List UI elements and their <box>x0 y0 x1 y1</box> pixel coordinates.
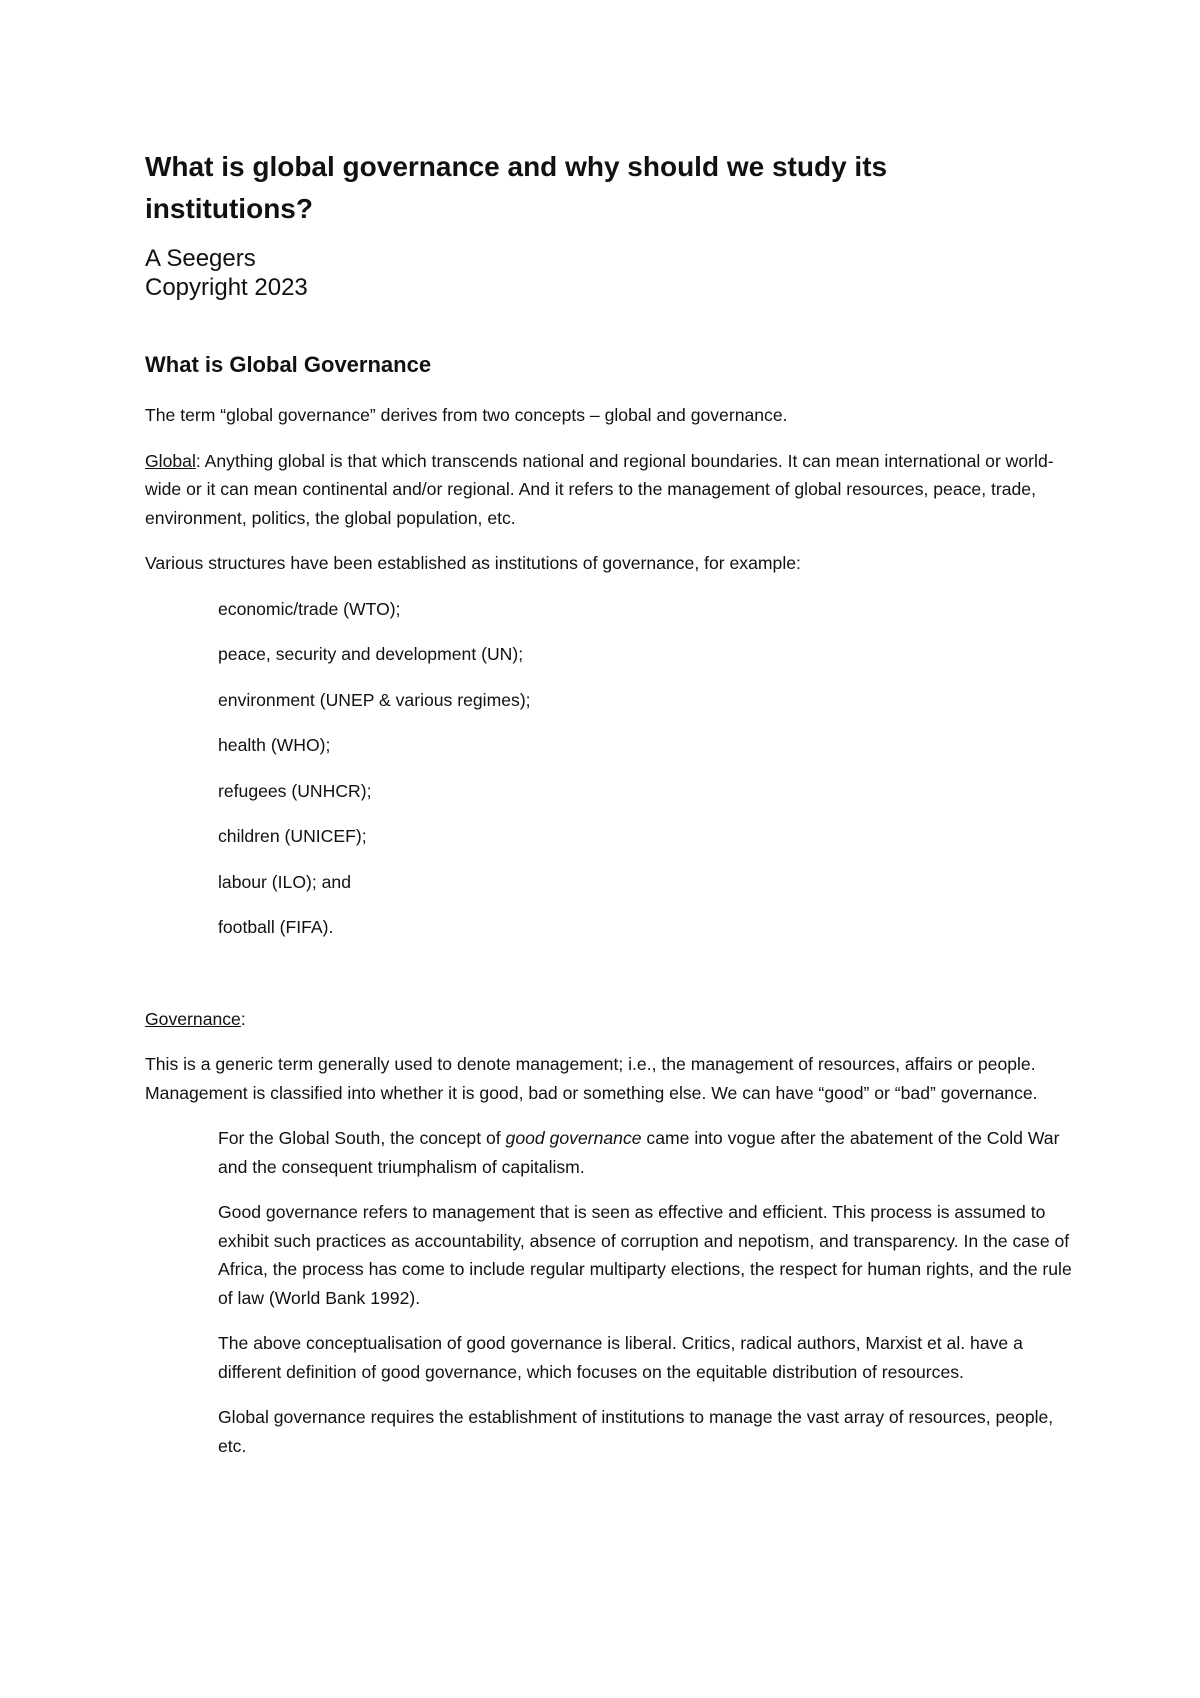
critics-paragraph: The above conceptualisation of good governance is liberal. Critics, radical authors, Marxist et al. have a different definition of good governance, which focuses on the equitable distribution of resources. <box>218 1333 1023 1382</box>
document-content <box>145 146 1075 1477</box>
global-paragraph <box>145 447 1075 533</box>
author-block <box>145 244 1075 302</box>
good-governance-paragraph: Good governance refers to management that is seen as effective and efficient. This process is assumed to exhibit such practices as accountability, absence of corruption and nepotism, and transparency. In the case of Africa, the process has come to include regular multiparty elections, the respect for human rights, and the rule of law (World Bank 1992). <box>218 1202 1072 1308</box>
list-item: children (UNICEF); <box>218 826 367 846</box>
governance-label: Governance <box>145 1008 241 1029</box>
copyright-notice: Copyright 2023 <box>145 274 308 301</box>
document-title: What is global governance and why should we study its institutions? <box>145 151 888 224</box>
list-item: football (FIFA). <box>218 917 334 937</box>
governance-definition: This is a generic term generally used to denote management; i.e., the management of resources, affairs or people. Management is classified into whether it is good, bad or something else. We can have “good” or “bad” governance. <box>145 1054 1038 1103</box>
global-south-paragraph <box>218 1124 1075 1181</box>
intro-paragraph: The term “global governance” derives from two concepts – global and governance. <box>145 405 788 425</box>
institutions-list <box>218 595 1075 942</box>
indented-block <box>145 1124 1075 1460</box>
list-item: labour (ILO); and <box>218 871 352 892</box>
global-definition: : Anything global is that which transcends national and regional boundaries. It can mean international or world-wide or it can mean continental and/or regional. And it refers to the management of global resources, peace, trade, environment, politics, the global population, etc. <box>145 450 1054 528</box>
list-item: environment (UNEP & various regimes); <box>218 689 531 710</box>
list-item: peace, security and development (UN); <box>218 644 524 664</box>
institutions-paragraph: Global governance requires the establishment of institutions to manage the vast array of resources, people, etc. <box>218 1407 1054 1456</box>
list-item: health (WHO); <box>218 735 331 755</box>
section-heading: What is Global Governance <box>145 352 432 377</box>
global-south-text-2: came into vogue after the abatement of the Cold War and the consequent triumphalism of capitalism. <box>218 1128 1060 1177</box>
author-name: A Seegers <box>145 245 256 272</box>
governance-colon: : <box>240 1008 246 1029</box>
governance-heading <box>145 1005 1075 1034</box>
spacer <box>145 942 1075 1005</box>
good-governance-term: good governance <box>505 1128 642 1148</box>
global-label: Global <box>145 450 196 471</box>
list-item: refugees (UNHCR); <box>218 780 372 801</box>
structures-intro: Various structures have been established as institutions of governance, for example: <box>145 553 801 573</box>
global-south-text-1: For the Global South, the concept of <box>218 1128 506 1148</box>
list-item: economic/trade (WTO); <box>218 598 401 619</box>
